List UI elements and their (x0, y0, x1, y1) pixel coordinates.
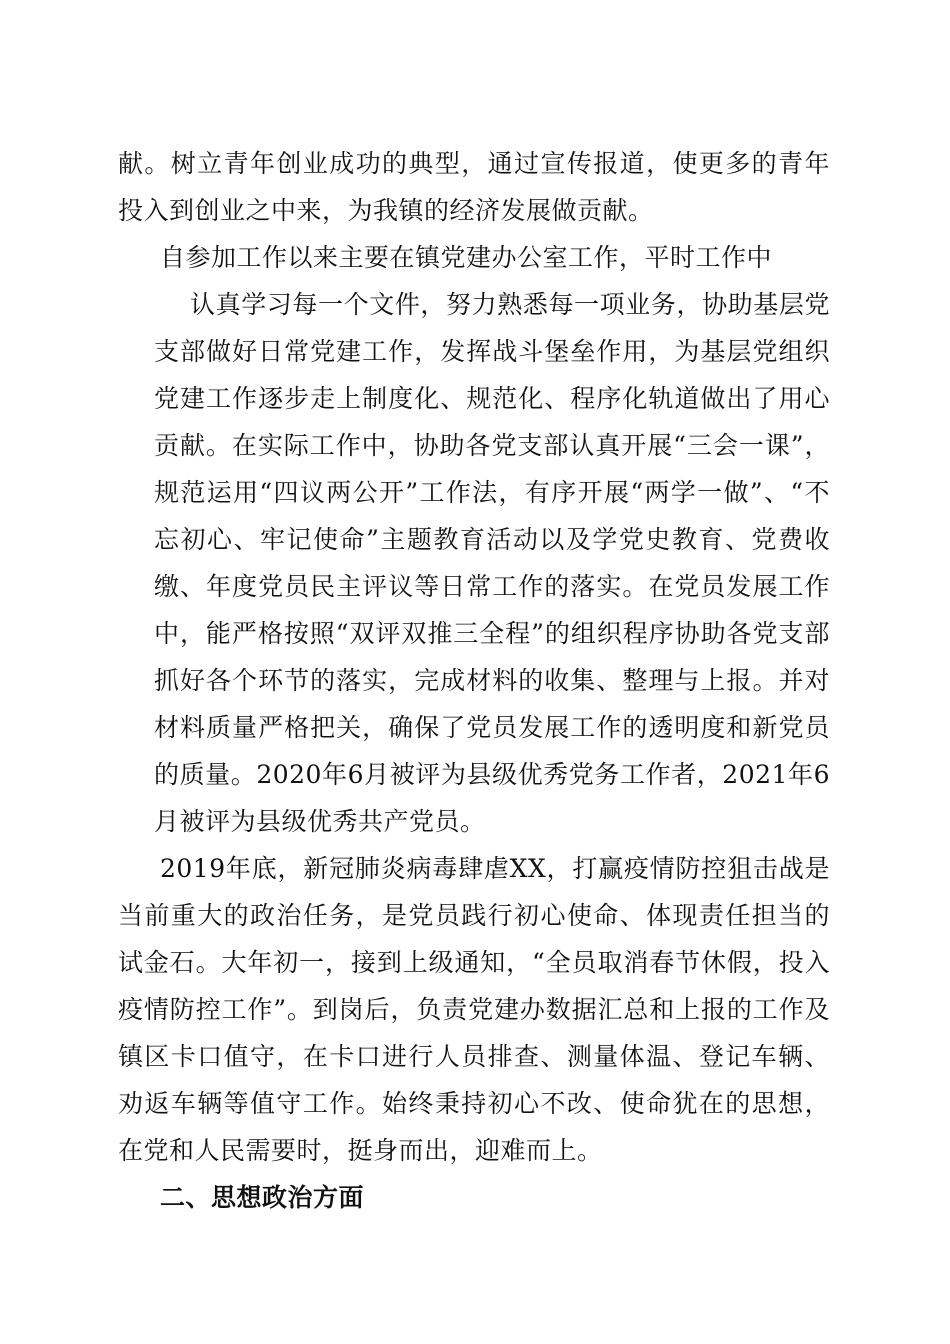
paragraph-3 (118, 281, 830, 845)
paragraph-3-text: 认真学习每一个文件，努力熟悉每一项业务，协助基层党支部做好日常党建工作，发挥战斗堡垒作用，为基层党组织党建工作逐步走上制度化、规范化、程序化轨道做出了用心贡献。在实际工作中，协助各党支部认真开展“三会一课”，规范运用“四议两公开”工作法，有序开展“两学一做”、“不忘初心、牢记使命”主题教育活动以及学党史教育、党费收缴、年度党员民主评议等日常工作的落实。在党员发展工作中，能严格按照“双评双推三全程”的组织程序协助各党支部抓好各个环节的落实，完成材料的收集、整理与上报。并对材料质量严格把关，确保了党员发展工作的透明度和新党员的质量。2020年6月被评为县级优秀党务工作者，2021年6月被评为县级优秀共产党员。 (154, 290, 830, 836)
paragraph-1: 献。树立青年创业成功的典型，通过宣传报道，使更多的青年投入到创业之中来，为我镇的经济发展做贡献。 (118, 149, 830, 225)
section-heading: 二、思想政治方面 (160, 1183, 365, 1212)
document-body (118, 140, 830, 1221)
paragraph-2: 自参加工作以来主要在镇党建办公室工作，平时工作中 (160, 243, 773, 272)
paragraph-4: 2019年底，新冠肺炎病毒肆虐XX，打赢疫情防控狙击战是当前重大的政治任务，是党员践行初心使命、体现责任担当的试金石。大年初一，接到上级通知，“全员取消春节休假，投入疫情防控工作”。到岗后，负责党建办数据汇总和上报的工作及镇区卡口值守，在卡口进行人员排查、测量体温、登记车辆、劝返车辆等值守工作。始终秉持初心不改、使命犹在的思想，在党和人民需要时，挺身而出，迎难而上。 (118, 854, 830, 1165)
